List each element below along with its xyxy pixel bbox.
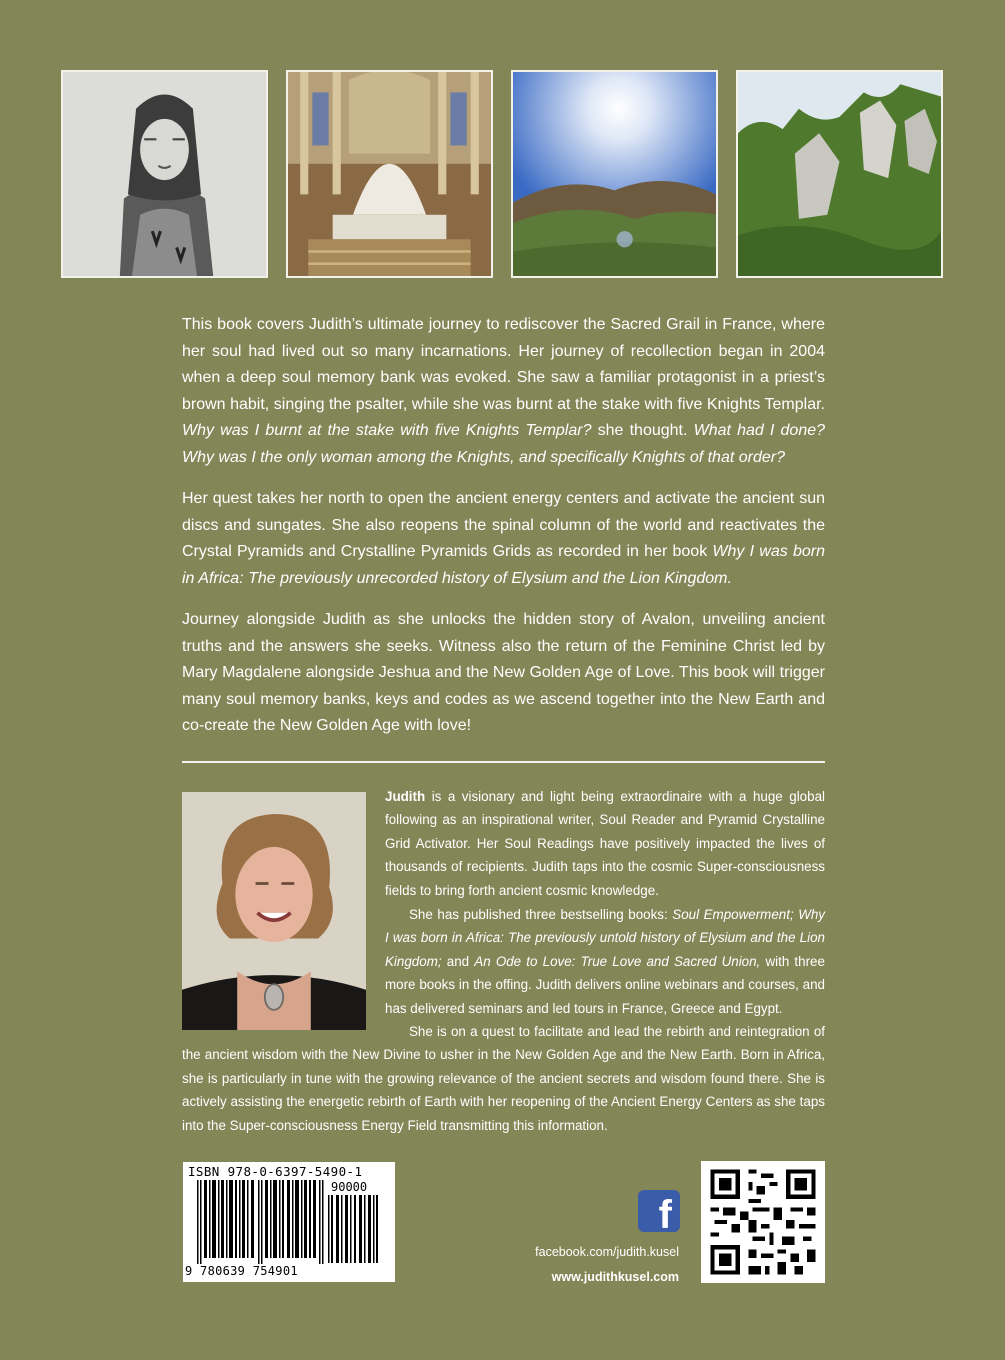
blurb-text: Journey alongside Judith as she unlocks the hidden story of Avalon, unveiling ancient truths and the answers she seeks. Witness also the return of the Feminine Christ led by Mary Magdalene alongside Jeshua and the New Golden Age of Love. This book will trigger many soul memory banks, keys and codes as we ascend together into the New Earth and co-create the New Golden Age with love!: [182, 611, 825, 734]
author-bio-paragraph-2: [385, 903, 825, 1020]
author-photo: [182, 792, 366, 1030]
cathedral-altar-image: [286, 70, 493, 278]
blurb-italic-question: Why was I burnt at the stake with five Knights Templar?: [182, 422, 592, 439]
blurb-text: Her quest takes her north to open the ancient energy centers and activate the ancient sun discs and sungates. She also reopens the spinal column of the world and reactivates the Crystal Pyramids and Crystalline Pyramids Grids as recorded in her book: [182, 490, 825, 560]
website-link[interactable]: www.judithkusel.com: [551, 1270, 679, 1284]
facebook-glyph: f: [658, 1193, 672, 1237]
blurb-paragraph-1: [182, 312, 825, 471]
blurb-paragraph-3: [182, 607, 825, 740]
barcode-bars: [197, 1180, 325, 1264]
section-divider: [182, 761, 825, 763]
facebook-icon[interactable]: [638, 1190, 680, 1237]
isbn-label: ISBN 978-0-6397-5490-1: [188, 1164, 363, 1179]
bio-book-title: An Ode to Love: True Love and Sacred Union,: [474, 953, 761, 969]
limestone-cliffs-image: [736, 70, 943, 278]
bio-text: with three more books in the offing. Judith delivers online webinars and courses, and has delivered seminars and led tours in France, Greece and Egypt.: [385, 953, 825, 1016]
barcode-digits: 9 780639 754901: [185, 1264, 298, 1278]
blurb-text: This book covers Judith’s ultimate journey to rediscover the Sacred Grail in France, where her soul had lived out so many incarnations. Her journey of recollection began in 2004 when a deep soul memory bank was evoked. She saw a familiar protagonist in a priest’s brown habit, singing the psalter, while she was burnt at the stake with five Knights Templar.: [182, 316, 825, 413]
price-addon-label: 90000: [331, 1180, 368, 1194]
blurb-text: she thought.: [597, 422, 688, 439]
author-bio-paragraph-1: [385, 785, 825, 902]
facebook-link[interactable]: facebook.com/judith.kusel: [535, 1245, 679, 1259]
bio-text: is a visionary and light being extraordinaire with a huge global following as an inspirational writer, Soul Reader and Pyramid Crystalline Grid Activator. Her Soul Readings have positively impacted the lives of thousands of recipients. Judith taps into the cosmic Super-consciousness fields to bring forth ancient cosmic knowledge.: [385, 789, 825, 898]
author-name: Judith: [385, 789, 426, 804]
bio-text: She is on a quest to facilitate and lead the rebirth and reintegration of the ancient wisdom with the New Divine to usher in the New Golden Age and the New Earth. Born in Africa, she is particularly in tune with the growing relevance of the ancient secrets and wisdom found there. She is actively assisting the energetic rebirth of Earth with her reopening of the Ancient Energy Centers as she taps into the Super-consciousness Energy Field transmitting this information.: [182, 1024, 825, 1133]
engraved-portrait-image: [61, 70, 268, 278]
bio-text: She has published three bestselling books:: [409, 907, 668, 922]
bio-text: and: [446, 953, 470, 969]
isbn-barcode: [183, 1162, 395, 1282]
sunlit-valley-image: [511, 70, 718, 278]
addon-barcode-bars: [328, 1195, 380, 1263]
bio-book-titles: Soul Empowerment; Why I was born in Africa: The previously untold history of Elysium and the Lion Kingdom;: [385, 907, 825, 969]
author-bio-paragraph-3: [182, 1020, 825, 1137]
blurb-paragraph-2: [182, 486, 825, 592]
book-title: Why I was born in Africa: The previously unrecorded history of Elysium and the Lion Kingdom.: [182, 543, 825, 587]
blurb-italic-question: What had I done? Why was I the only woman among the Knights, and specifically Knights of that order?: [182, 422, 826, 466]
qr-code: [701, 1161, 825, 1283]
